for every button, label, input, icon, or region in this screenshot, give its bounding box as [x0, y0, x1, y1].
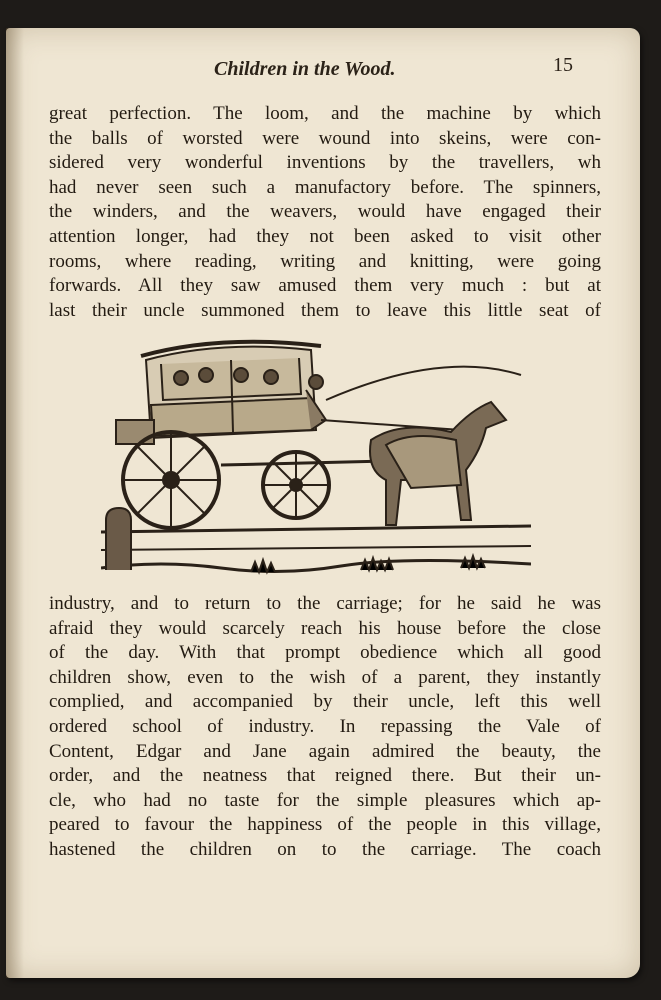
text-line: peared to favour the happiness of the people in this village, [49, 814, 601, 836]
text-line: had never seen such a manufactory before. The spinners, [49, 176, 601, 198]
text-line: Content, Edgar and Jane again admired the beauty, the [49, 740, 601, 762]
text-line: children show, even to the wish of a parent, they instantly [49, 666, 601, 688]
text-block-bottom [49, 592, 601, 863]
text-line: great perfection. The loom, and the machine by which [49, 103, 601, 124]
text-line: of the day. With that prompt obedience which all good [49, 642, 601, 664]
text-line: forwards. All they saw amused them very much : but at [49, 275, 601, 297]
text-line: sidered very wonderful inventions by the travellers, wh [49, 152, 601, 174]
text-line: ordered school of industry. In repassing the Vale of [49, 715, 601, 737]
text-line: rooms, where reading, writing and knitting, were going [49, 250, 601, 272]
text-line: attention longer, had they not been asked to visit other [49, 225, 601, 247]
text-line: the balls of worsted were wound into skeins, were con- [49, 127, 601, 149]
text-line: industry, and to return to the carriage; for he said he was [49, 593, 601, 614]
book-page [6, 28, 640, 978]
text-line: cle, who had no taste for the simple pleasures which ap- [49, 789, 601, 811]
text-line: hastened the children on to the carriage. The coach [49, 838, 601, 860]
text-block-top [49, 102, 601, 323]
text-line: complied, and accompanied by their uncle, left this well [49, 691, 601, 713]
text-line: the winders, and the weavers, would have engaged their [49, 201, 601, 223]
carriage-woodcut-illustration [101, 320, 531, 582]
text-line: order, and the neatness that reigned there. But their un- [49, 765, 601, 787]
running-header: Children in the Wood. [214, 58, 396, 80]
text-line: afraid they would scarcely reach his house before the close [49, 617, 601, 639]
page-number: 15 [553, 54, 573, 76]
page-gutter-shadow [6, 28, 24, 978]
text-line: last their uncle summoned them to leave this little seat of [49, 299, 601, 321]
